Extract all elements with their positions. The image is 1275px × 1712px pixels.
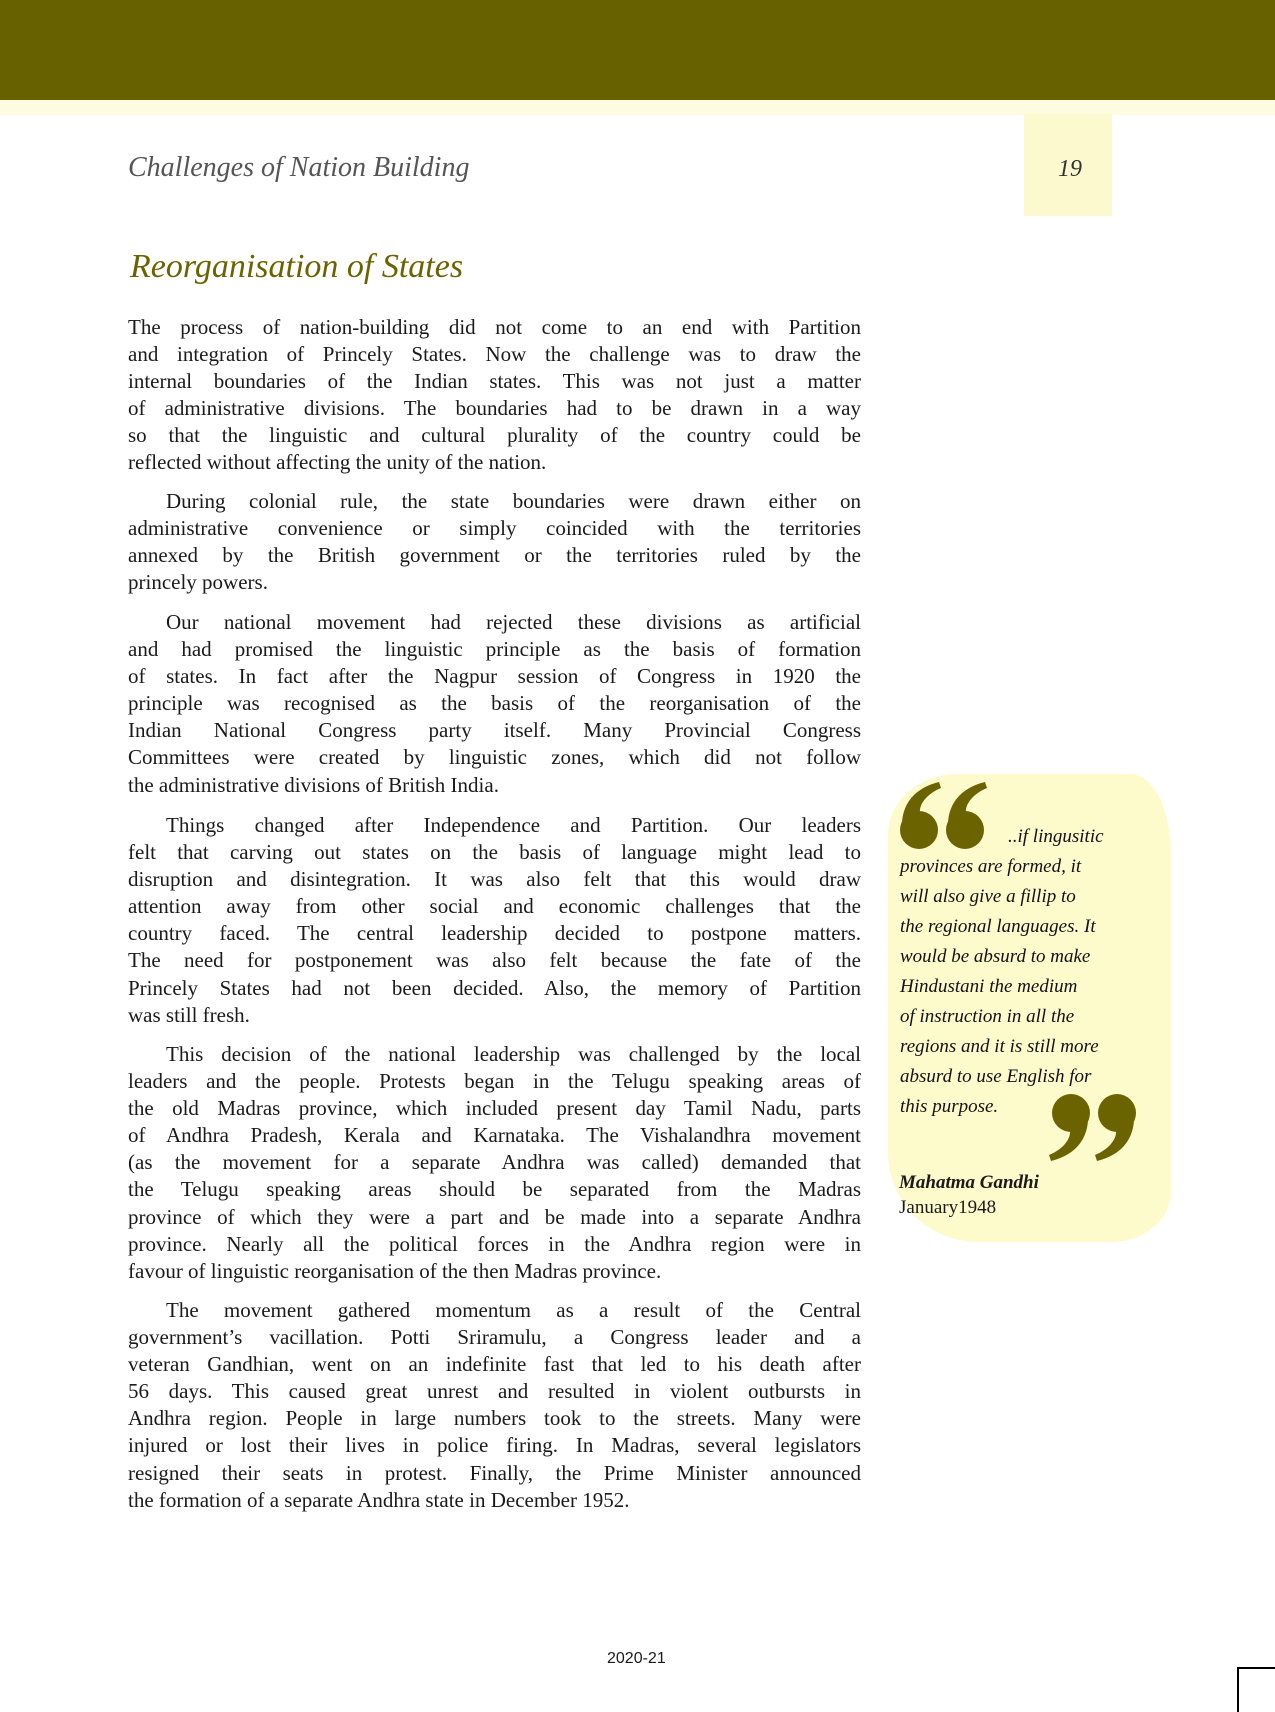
text-line: Committees were created by linguistic zones, which did not follow (128, 745, 861, 770)
quote-line: absurd to use English for (900, 1066, 1092, 1087)
text-line: internal boundaries of the Indian states. This was not just a matter (128, 369, 861, 394)
text-line: attention away from other social and economic challenges that the (128, 894, 861, 919)
paragraph (128, 488, 861, 596)
text-line: annexed by the British government or the territories ruled by the (128, 543, 861, 568)
text-line: and had promised the linguistic principle as the basis of formation (128, 637, 861, 662)
text-line: The movement gathered momentum as a result of the Central (166, 1298, 861, 1322)
quote-line: regions and it is still more (900, 1036, 1099, 1057)
text-line: Andhra region. People in large numbers took to the streets. Many were (128, 1406, 861, 1431)
text-line: This decision of the national leadership was challenged by the local (166, 1042, 861, 1066)
text-line: veteran Gandhian, went on an indefinite fast that led to his death after (128, 1352, 861, 1377)
text-line: disruption and disintegration. It was also felt that this would draw (128, 867, 861, 892)
quote-line: Hindustani the medium (900, 976, 1078, 997)
running-title: Challenges of Nation Building (128, 152, 470, 183)
paragraph (128, 812, 861, 1029)
crop-mark (1237, 1667, 1275, 1712)
text-line: felt that carving out states on the basis of language might lead to (128, 840, 861, 865)
section-title: Reorganisation of States (130, 248, 464, 285)
paragraph (128, 609, 861, 799)
paragraph (128, 1041, 861, 1285)
text-line: of administrative divisions. The boundaries had to be drawn in a way (128, 396, 861, 421)
text-line: Things changed after Independence and Partition. Our leaders (166, 813, 861, 837)
paragraph (128, 314, 861, 477)
text-line: the administrative divisions of British India. (128, 772, 499, 797)
quote-date: January1948 (899, 1197, 997, 1218)
quote-line: this purpose. (900, 1096, 999, 1117)
text-line: the formation of a separate Andhra state in December 1952. (128, 1487, 630, 1512)
text-line: The process of nation-building did not come to an end with Partition (128, 315, 861, 339)
quote-text (900, 822, 1104, 1122)
text-line: favour of linguistic reorganisation of the then Madras province. (128, 1258, 662, 1283)
quote-author: Mahatma Gandhi (899, 1172, 1039, 1193)
text-line: (as the movement for a separate Andhra was called) demanded that (128, 1150, 861, 1175)
text-line: of states. In fact after the Nagpur session of Congress in 1920 the (128, 664, 861, 689)
text-line: Indian National Congress party itself. Many Provincial Congress (128, 718, 861, 743)
text-line: of Andhra Pradesh, Kerala and Karnataka. The Vishalandhra movement (128, 1123, 861, 1148)
text-line: the Telugu speaking areas should be separated from the Madras (128, 1177, 861, 1202)
text-line: government’s vacillation. Potti Sriramulu, a Congress leader and a (128, 1325, 861, 1350)
text-line: administrative convenience or simply coincided with the territories (128, 516, 861, 541)
quote-line: would be absurd to make (900, 946, 1091, 967)
top-band-stripe (0, 100, 1275, 115)
top-band (0, 0, 1275, 100)
quote-line: ..if lingusitic (1008, 826, 1104, 847)
text-line: country faced. The central leadership decided to postpone matters. (128, 921, 861, 946)
text-line: 56 days. This caused great unrest and resulted in violent outbursts in (128, 1379, 861, 1404)
text-line: injured or lost their lives in police firing. In Madras, several legislators (128, 1433, 861, 1458)
text-line: province. Nearly all the political forces in the Andhra region were in (128, 1231, 861, 1256)
text-line: province of which they were a part and be made into a separate Andhra (128, 1204, 861, 1229)
text-line: The need for postponement was also felt because the fate of the (128, 948, 861, 973)
text-line: leaders and the people. Protests began in the Telugu speaking areas of (128, 1069, 861, 1094)
quote-line: of instruction in all the (900, 1006, 1075, 1027)
quote-line: the regional languages. It (900, 916, 1096, 937)
text-line: During colonial rule, the state boundaries were drawn either on (166, 489, 861, 513)
page-number: 19 (1058, 156, 1082, 182)
text-line: princely powers. (128, 570, 268, 595)
text-line: Our national movement had rejected these divisions as artificial (166, 610, 861, 634)
text-line: Princely States had not been decided. Also, the memory of Partition (128, 975, 861, 1000)
text-line: so that the linguistic and cultural plurality of the country could be (128, 423, 861, 448)
text-line: principle was recognised as the basis of the reorganisation of the (128, 691, 861, 716)
paragraph (128, 1297, 861, 1514)
quote-line: provinces are formed, it (900, 856, 1082, 877)
text-line: resigned their seats in protest. Finally, the Prime Minister announced (128, 1460, 861, 1485)
quote-line: will also give a fillip to (900, 886, 1076, 907)
text-line: and integration of Princely States. Now the challenge was to draw the (128, 342, 861, 367)
text-line: was still fresh. (128, 1002, 250, 1027)
text-line: reflected without affecting the unity of the nation. (128, 450, 547, 475)
text-line: the old Madras province, which included present day Tamil Nadu, parts (128, 1096, 861, 1121)
footer-year: 2020-21 (607, 1650, 666, 1667)
